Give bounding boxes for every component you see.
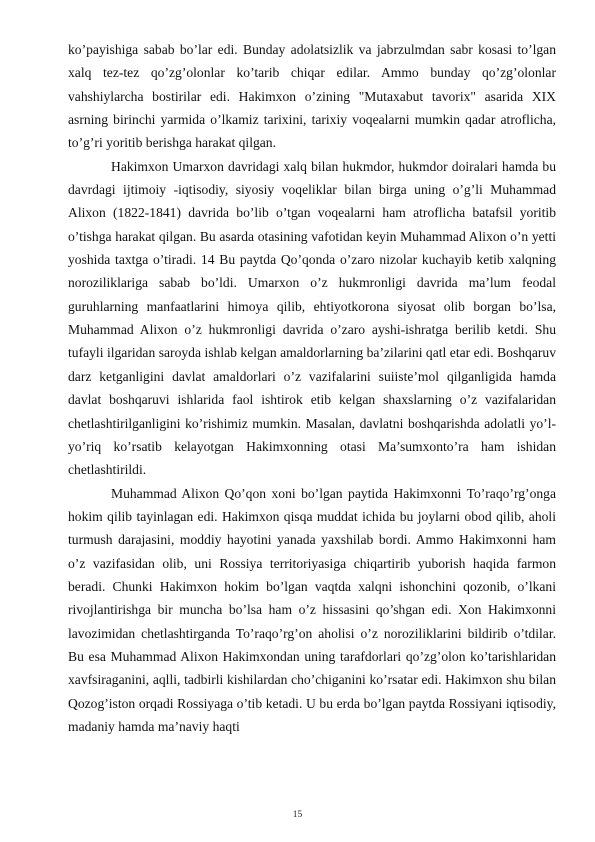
paragraph-3: Muhammad Alixon Qo’qon xoni bo’lgan paytida Hakimxonni To’raqo’rg’onga hokim qilib tayinlagan edi. Hakimxon qisqa muddat ichida bu joylarni obod qilib, aholi turmush darajasini, moddiy hayotini yanada yaxshilab bordi. Ammo Hakimxonni ham o’z vazifasidan olib, uni Rossiya territoriyasiga chiqartirib yuborish haqida farmon beradi. Chunki Hakimxon hokim bo’lgan vaqtda xalqni ishonchini qozonib, o’lkani rivojlantirishga bir muncha bo’lsa ham o’z hissasini qo’shgan edi. Xon Hakimxonni lavozimidan chetlashtirganda To’raqo’rg’on aholisi o’z noroziliklarini bildirib o’tdilar. Bu esa Muhammad Alixon Hakimxondan uning tarafdorlari qo’zg’olon ko’tarishlaridan xavfsiraganini, aqlli, tadbirli kishilardan cho’chiganini ko’rsatar edi. Hakimxon shu bilan Qozog’iston orqadi Rossiyaga o’tib ketadi. U bu erda bo’lgan paytda Rossiyani iqtisodiy, madaniy hamda ma’naviy haqti (68, 485, 556, 734)
body-text (68, 38, 556, 738)
page-number: 15 (292, 810, 303, 820)
paragraph-2: Hakimxon Umarxon davridagi xalq bilan hukmdor, hukmdor doiralari hamda bu davrdagi ijtimoiy -iqtisodiy, siyosiy voqeliklar bilan birga uning o’g’li Muhammad Alixon (1822-1841) davrida bo’lib o’tgan voqealarni ham atroflicha batafsil yoritib o’tishga harakat qilgan. Bu asarda otasining vafotidan keyin Muhammad Alixon o’n yetti yoshida taxtga o’tiradi. 14 Bu paytda Qo’qonda o’zaro nizolar kuchayib ketib xalqning noroziliklariga sabab bo’ldi. Umarxon o’z hukmronligi davrida ma’lum feodal guruhlarning manfaatlarini himoya qilib, ehtiyotkorona siyosat olib borgan bo’lsa, Muhammad Alixon o’z hukmronligi davrida o’zaro ayshi-ishratga berilib ketdi. Shu tufayli ilgaridan saroyda ishlab kelgan amaldorlarning ba’zilarini qatl etar edi. Boshqaruv darz ketganligini davlat amaldorlari o’z vazifalarini suiiste’mol qilganligida hamda davlat boshqaruvi ishlarida faol ishtirok etib kelgan shaxslarning o’z vazifalaridan chetlashtirilganligini ko’rishimiz mumkin. Masalan, davlatni boshqarishda adolatli yo’l-yo’riq ko’rsatib kelayotgan Hakimxonning otasi Ma’sumxonto’ra ham ishidan chetlashtirildi. (68, 158, 556, 478)
paragraph-1: ko’payishiga sabab bo’lar edi. Bunday adolatsizlik va jabrzulmdan sabr kosasi to’lgan xalq tez-tez qo’zg’olonlar ko’tarib chiqar edilar. Ammo bunday qo’zg’olonlar vahshiylarcha bostirilar edi. Hakimxon o’zining "Mutaxabut tavorix" asarida XIX asrning birinchi yarmida o’lkamiz tarixini, tarixiy voqealarni mumkin qadar atroflicha, to’g’ri yoritib berishga harakat qilgan. (68, 42, 556, 151)
